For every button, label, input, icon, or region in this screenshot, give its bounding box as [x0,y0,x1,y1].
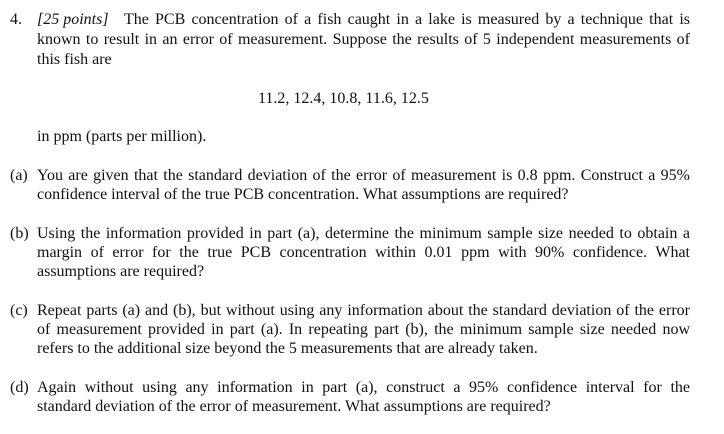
unit-note: in ppm (parts per million). [37,128,207,145]
part-d-line-1: Again without using any information in part (a), construct a 95% confidence interval for the [37,379,690,396]
problem-number: 4. [10,11,22,28]
part-c-line-1: Repeat parts (a) and (b), but without using any information about the standard deviation of the error [37,302,690,319]
part-b-line-2: margin of error for the true PCB concentration within 0.01 ppm with 90% confidence. What [37,244,690,261]
part-a-line-2: confidence interval of the true PCB concentration. What assumptions are required? [37,186,569,203]
part-a-line-1: You are given that the standard deviation of the error of measurement is 0.8 ppm. Construct a 95% [37,167,690,184]
part-b-line-1: Using the information provided in part (a), determine the minimum sample size needed to obtain a [37,225,690,242]
part-b-label: (b) [10,225,29,242]
intro-line-2: known to result in an error of measurement. Suppose the results of 5 independent measurements of [37,31,690,48]
part-c-line-2: of measurement provided in part (a). In repeating part (b), the minimum sample size needed now [37,321,690,338]
part-a-label: (a) [10,167,28,184]
part-c-line-3: refers to the additional size beyond the 5 measurements that are already taken. [37,340,538,357]
part-b-line-3: assumptions are required? [37,263,205,280]
part-c-label: (c) [10,302,28,319]
part-d-line-2: standard deviation of the error of measurement. What assumptions are required? [37,398,551,415]
intro-line-3: this fish are [37,51,112,68]
problem-points: [25 points] [37,11,109,28]
measurements-values: 11.2, 12.4, 10.8, 11.6, 12.5 [258,90,429,107]
part-d-label: (d) [10,379,29,396]
intro-line-1: The PCB concentration of a fish caught in a lake is measured by a technique that is [124,11,690,28]
